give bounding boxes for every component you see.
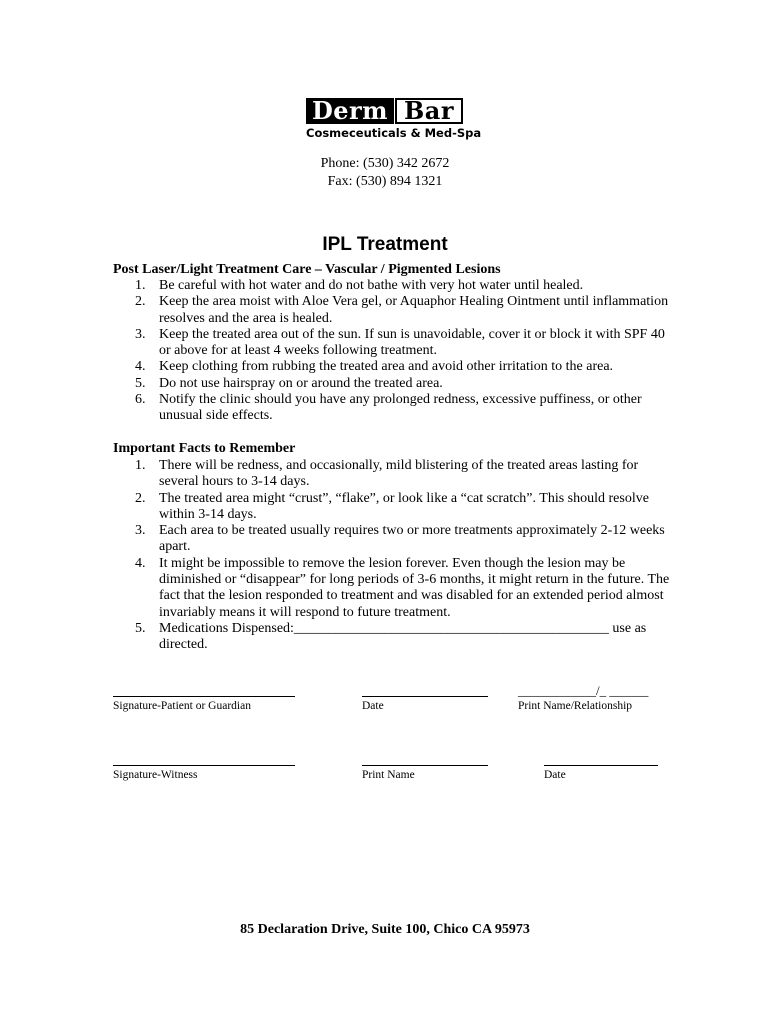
print-name-label: Print Name	[362, 769, 415, 781]
list-item-text: The treated area might “crust”, “flake”, or look like a “cat scratch”. This should resolve within 3-14 days.	[159, 490, 649, 522]
list-item	[113, 392, 673, 425]
logo-word-derm: Derm	[306, 98, 394, 124]
list-item-text: Each area to be treated usually requires two or more treatments approximately 2-12 weeks apart.	[159, 523, 665, 555]
logo-subtitle: Cosmeceuticals & Med-Spa	[306, 126, 482, 140]
important-facts-list	[113, 458, 673, 654]
dermbar-logo	[300, 96, 482, 144]
list-item-number: 5.	[135, 620, 146, 636]
list-item-number: 2.	[135, 490, 146, 506]
list-item-text: Notify the clinic should you have any prolonged redness, excessive puffiness, or other unusual side effects.	[159, 392, 642, 424]
list-item-number: 4.	[135, 555, 146, 571]
list-item-number: 3.	[135, 523, 146, 539]
list-item-text: Keep clothing from rubbing the treated area and avoid other irritation to the area.	[159, 359, 614, 375]
witness-date-line[interactable]	[544, 765, 658, 766]
witness-date-label: Date	[544, 769, 566, 781]
list-item	[113, 491, 673, 524]
list-item-number: 1.	[135, 278, 146, 293]
list-item-number: 6.	[135, 392, 146, 408]
list-item-text: Keep the treated area out of the sun. If sun is unavoidable, cover it or block it with SPF 40 or above for at least 4 weeks following treatment.	[159, 326, 665, 359]
list-item	[113, 294, 673, 327]
list-item-text: There will be redness, and occasionally, mild blistering of the treated areas lasting for several hours to 3-14 days.	[159, 458, 639, 490]
list-item	[113, 278, 673, 294]
list-item-text: Medications Dispensed:_____________________________________________ use as directed.	[159, 620, 647, 653]
important-facts-heading: Important Facts to Remember	[113, 441, 296, 456]
print-name-relationship-line[interactable]: ____________/_ ______	[518, 683, 649, 698]
list-item	[113, 621, 673, 654]
list-item-number: 4.	[135, 359, 146, 375]
list-item	[113, 376, 673, 392]
phone-number: Phone: (530) 342 2672	[320, 156, 450, 171]
list-item-text: Do not use hairspray on or around the treated area.	[159, 375, 443, 391]
address-footer: 85 Declaration Drive, Suite 100, Chico CA 95973	[240, 922, 530, 937]
list-item	[113, 556, 673, 621]
list-item-text: Be careful with hot water and do not bathe with very hot water until healed.	[159, 278, 584, 293]
list-item-number: 1.	[135, 458, 146, 473]
witness-signature-line[interactable]	[113, 765, 295, 766]
date-label: Date	[362, 700, 384, 712]
fax-number: Fax: (530) 894 1321	[327, 174, 443, 189]
print-name-line[interactable]	[362, 765, 488, 766]
list-item-text: It might be impossible to remove the lesion forever. Even though the lesion may be diminished or “disappear” for long periods of 3-6 months, it might return in the future. The fact that the lesion responded to treatment and was disabled for an extended period almost invariably means it will respond to future treatment.	[159, 555, 670, 620]
witness-signature-label: Signature-Witness	[113, 769, 198, 781]
list-item-number: 2.	[135, 294, 146, 310]
date-line[interactable]	[362, 696, 488, 697]
patient-signature-label: Signature-Patient or Guardian	[113, 700, 251, 712]
print-name-relationship-label: Print Name/Relationship	[518, 700, 633, 712]
list-item	[113, 359, 673, 375]
list-item-text: Keep the area moist with Aloe Vera gel, or Aquaphor Healing Ointment until inflammation resolves and the area is healed.	[159, 294, 669, 326]
list-item	[113, 458, 673, 491]
list-item-number: 3.	[135, 326, 146, 342]
page-title: IPL Treatment	[322, 234, 448, 255]
care-instructions-list	[113, 278, 673, 425]
patient-signature-line[interactable]	[113, 696, 295, 697]
list-item-number: 5.	[135, 375, 146, 391]
care-instructions-heading: Post Laser/Light Treatment Care – Vascular / Pigmented Lesions	[113, 262, 501, 277]
logo-word-bar: Bar	[395, 98, 463, 124]
list-item	[113, 327, 673, 360]
list-item	[113, 523, 673, 556]
